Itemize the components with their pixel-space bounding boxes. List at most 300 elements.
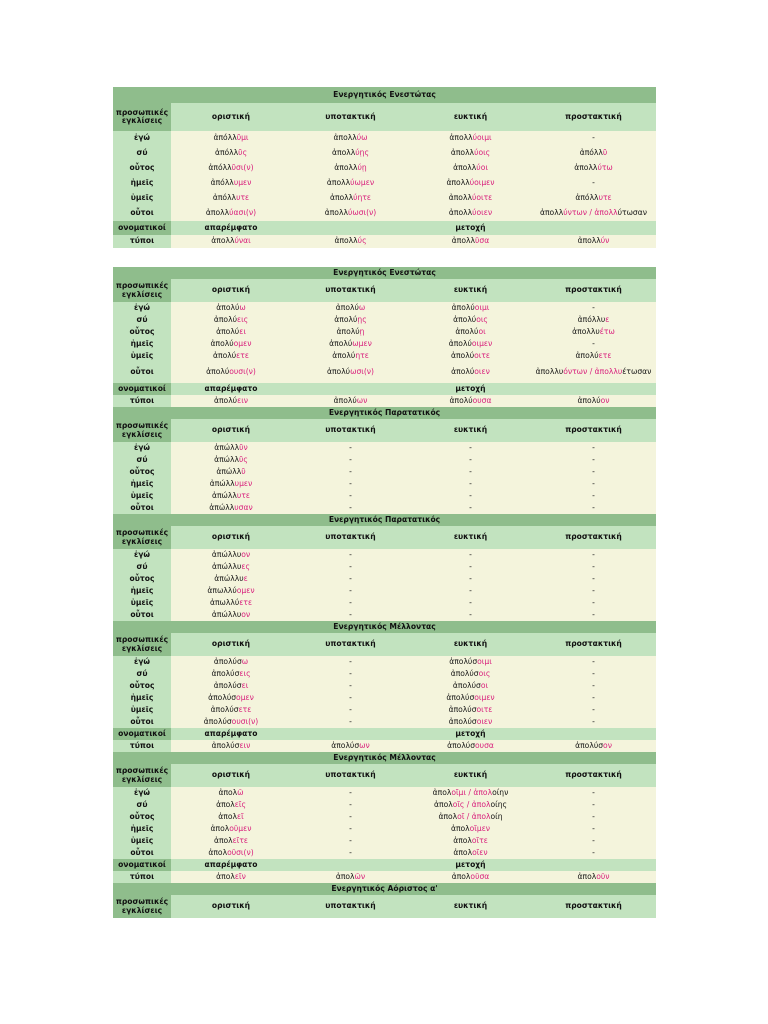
verb-form-cell [171,338,291,350]
stem-text: έτωσαν [622,367,652,377]
ending-text: ες [241,561,250,571]
stem-text: - [592,478,595,488]
verb-form-cell [410,326,531,338]
stem-text: - [349,609,352,619]
verb-form-cell [171,206,291,221]
ending-text: ύν [600,236,610,246]
stem-text: ἀπολύ [206,367,230,377]
person-label: οὗτοι [113,716,171,728]
table-row [113,847,656,859]
verb-form-cell [531,680,656,692]
person-label: ὑμεῖς [113,350,171,362]
types-label: τύποι [113,740,171,752]
verb-form-cell [410,585,531,597]
verb-form-cell [531,191,656,206]
verb-form-cell [171,466,291,478]
table-row [113,314,656,326]
verb-form-cell [291,490,410,502]
ending-text: ύωσι(ν) [347,208,377,218]
nominal-label: ονοματικοί [113,221,171,235]
table-row [113,597,656,609]
ending-text: ωσι(ν) [350,367,375,377]
ending-text: οῦμεν [229,823,252,833]
table-row [113,549,656,561]
verb-form-cell [171,146,291,161]
stem-text: ἀπολλυ [535,367,564,377]
ending-text: ῡν [239,442,248,452]
person-label: ὑμεῖς [113,704,171,716]
stem-text: ἀπόλλ [210,178,234,188]
table-row [113,191,656,206]
verb-form-cell [291,442,410,454]
person-label: οὗτος [113,326,171,338]
stem-text: ἀπωλλύ [209,597,240,607]
ending-text: ύτω [597,163,613,173]
mood-header: προστακτική [531,895,656,918]
verb-form-cell [531,490,656,502]
ending-text: οῖτε [471,835,488,845]
stem-text: ἀπολλ [453,163,477,173]
stem-text: ἀπολύσ [210,704,239,714]
nominal-label: ονοματικοί [113,859,171,871]
infinitive-header: απαρέμφατο [171,221,291,235]
stem-text: ἀπολ [208,847,228,857]
stem-text: ύτωσαν [617,208,647,218]
nominal-forms-row [113,740,656,752]
ending-text: ον [241,609,251,619]
verb-form-cell [171,811,291,823]
stem-text: ἀπωλλύ [207,585,237,595]
stem-text: - [349,716,352,726]
stem-text: ἀπολύ [216,302,240,312]
stem-text: ἀπολ [218,787,238,797]
mood-header: ευκτική [410,633,531,656]
stem-text: - [592,442,595,452]
mood-header: οριστική [171,103,291,131]
stem-text: ἀπολλ [329,193,354,203]
verb-form-cell [291,131,410,146]
table-row [113,490,656,502]
stem-text: - [349,549,352,559]
stem-text: - [592,490,595,500]
ending-text: ύοι [476,163,488,173]
verb-form-cell [291,561,410,573]
verb-form-cell [531,350,656,362]
verb-form-cell [531,454,656,466]
table-row [113,561,656,573]
verb-form-cell [291,362,410,383]
ending-text: οῖς / ἀπολ [452,799,491,809]
stem-text: - [349,585,352,595]
stem-text: ἀπολλ [334,163,358,173]
participle-form [410,235,531,248]
verb-form-cell [291,811,410,823]
stem-text: ἀπόλλυ [577,314,606,324]
ending-text: υτε [236,490,250,500]
verb-form-cell [291,597,410,609]
verb-form-cell [531,302,656,314]
ending-text: ῃς [357,314,367,324]
participle-form [291,740,410,752]
person-label: σύ [113,146,171,161]
table-spacer [113,248,656,267]
table-title: Ενεργητικός Μέλλοντας [113,752,656,764]
stem-text: ἀπολύ [451,302,475,312]
ending-text: ουσα [475,740,494,750]
stem-text: - [592,597,595,607]
stem-text: - [349,597,352,607]
verb-form-cell [291,478,410,490]
person-label: οὗτοι [113,847,171,859]
table-title-row [113,87,656,103]
person-label: οὗτοι [113,609,171,621]
stem-text: ἀπολλ [451,236,475,246]
verb-form-cell [410,478,531,490]
ending-text: ε [605,314,610,324]
stem-text: ἀπολύσ [452,680,481,690]
nominal-label: ονοματικοί [113,728,171,740]
nominal-blank [291,221,410,235]
ending-text: ομεν [236,585,255,595]
person-label: οὗτος [113,811,171,823]
persons-header: προσωπικές εγκλίσεις [113,895,171,918]
stem-text: ἀπολύσ [211,668,240,678]
verb-form-cell [171,787,291,799]
person-label: ἡμεῖς [113,692,171,704]
table-title: Ενεργητικός Παρατατικός [113,407,656,419]
ending-text: οιμεν [471,338,493,348]
mood-header: ευκτική [410,419,531,442]
stem-text: ἀπολύσ [449,656,478,666]
table-row [113,704,656,716]
mood-header: υποτακτική [291,633,410,656]
stem-text: - [349,478,352,488]
verb-form-cell [531,478,656,490]
stem-text: - [469,502,472,512]
stem-text: - [592,549,595,559]
verb-form-cell [410,716,531,728]
stem-text: ἀπολύ [332,350,356,360]
ending-text: εῖς [234,799,246,809]
stem-text: ἀπολύσ [213,656,242,666]
stem-text: - [592,585,595,595]
table-row [113,466,656,478]
nominal-blank [291,383,410,395]
verb-form-cell [291,680,410,692]
verb-form-cell [531,704,656,716]
verb-form-cell [291,350,410,362]
verb-form-cell [291,454,410,466]
verb-form-cell [291,799,410,811]
nominal-blank [291,728,410,740]
person-label: οὗτος [113,161,171,176]
table-header-row [113,103,656,131]
nominal-header-row [113,221,656,235]
stem-text: ἀπολύσ [447,740,476,750]
types-label: τύποι [113,235,171,248]
verb-form-cell [291,206,410,221]
verb-form-cell [291,716,410,728]
verb-form-cell [410,823,531,835]
ending-text: ετε [239,597,253,607]
stem-text: - [592,799,595,809]
ending-text: ετε [238,704,252,714]
verb-form-cell [410,799,531,811]
verb-form-cell [291,835,410,847]
stem-text: ἀπολύσ [575,740,604,750]
person-label: οὗτοι [113,362,171,383]
table-row [113,454,656,466]
stem-text: ἀπώλλυ [211,609,242,619]
verb-form-cell [531,206,656,221]
verb-form-cell [410,692,531,704]
mood-header: ευκτική [410,764,531,787]
stem-text: - [349,502,352,512]
ending-text: ητε [355,350,369,360]
stem-text: ἀπολύ [329,338,353,348]
ending-text: όντων / ἀπολλυ [563,367,623,377]
table-row [113,176,656,191]
table-row [113,146,656,161]
stem-text: ἀπολλυ [572,326,600,336]
ending-text: εις [236,314,249,324]
stem-text: ἀπολύ [213,395,238,405]
stem-text: ἀπολύσ [446,692,475,702]
table-row [113,799,656,811]
stem-text: - [592,692,595,702]
verb-form-cell [171,490,291,502]
stem-text: - [349,835,352,845]
stem-text: - [349,573,352,583]
stem-text: ἀπολ [432,787,452,797]
ending-text: οῖμεν [469,823,491,833]
verb-form-cell [531,835,656,847]
nominal-header-row [113,383,656,395]
ending-text: ειν [239,740,251,750]
stem-text: ἀπολ [453,835,472,845]
persons-header: προσωπικές εγκλίσεις [113,103,171,131]
types-label: τύποι [113,395,171,407]
stem-text: ἀπολλ [211,236,235,246]
nominal-forms-row [113,235,656,248]
nominal-header-row [113,728,656,740]
stem-text: - [469,597,472,607]
stem-text: - [469,573,472,583]
stem-text: ἀπολύ [210,338,234,348]
verb-form-cell [410,314,531,326]
stem-text: - [592,835,595,845]
ending-text: υτε [598,193,612,203]
mood-header: προστακτική [531,526,656,549]
conjugation-table [113,621,656,752]
verb-form-cell [171,692,291,704]
verb-form-cell [291,191,410,206]
ending-text: ύοις [474,148,491,158]
stem-text: - [349,823,352,833]
table-title-row [113,514,656,526]
stem-text: ἀπόλλ [575,193,599,203]
stem-text: - [349,466,352,476]
stem-text: ἀπολ [450,823,470,833]
verb-form-cell [171,680,291,692]
verb-form-cell [171,561,291,573]
mood-header: υποτακτική [291,895,410,918]
ending-text: έτω [599,326,615,336]
conjugation-tables [113,87,656,918]
ending-text: ων [359,740,370,750]
verb-form-cell [171,573,291,585]
verb-form-cell [291,609,410,621]
stem-text: - [349,811,352,821]
stem-text: - [349,847,352,857]
verb-form-cell [171,549,291,561]
stem-text: ἀπολλ [539,208,564,218]
ending-text: ύοιεν [472,208,493,218]
stem-text: - [469,478,472,488]
mood-header: προστακτική [531,764,656,787]
ending-text: ῡς [238,148,248,158]
types-label: τύποι [113,871,171,883]
verb-form-cell [291,692,410,704]
stem-text: ἀπόλλ [579,148,603,158]
ending-text: ουσα [472,395,492,405]
verb-form-cell [291,573,410,585]
table-header-row [113,279,656,302]
stem-text: ἀπολ [451,871,471,881]
verb-form-cell [531,585,656,597]
verb-form-cell [531,314,656,326]
verb-form-cell [410,502,531,514]
table-title: Ενεργητικός Παρατατικός [113,514,656,526]
participle-form [531,871,656,883]
verb-form-cell [531,847,656,859]
nominal-blank [531,728,656,740]
mood-header: ευκτική [410,103,531,131]
verb-form-cell [410,787,531,799]
ending-text: ῶν [354,871,366,881]
ending-text: υτε [236,193,250,203]
nominal-blank [291,859,410,871]
verb-form-cell [171,716,291,728]
verb-form-cell [410,847,531,859]
stem-text: ἀπολλ [205,208,230,218]
stem-text: ἀπολλ [449,133,473,143]
stem-text: ἀπολύ [213,314,237,324]
stem-text: ἀπόλλ [214,148,239,158]
verb-form-cell [410,350,531,362]
conjugation-table [113,267,656,407]
stem-text: ἀπολύ [335,302,359,312]
person-label: σύ [113,561,171,573]
person-label: ἐγώ [113,302,171,314]
participle-form [531,740,656,752]
person-label: σύ [113,314,171,326]
verb-form-cell [291,466,410,478]
mood-header: προστακτική [531,419,656,442]
infinitive-header: απαρέμφατο [171,383,291,395]
participle-form [410,395,531,407]
verb-form-cell [531,692,656,704]
person-label: οὗτοι [113,502,171,514]
ending-text: ῡς [239,454,248,464]
mood-header: υποτακτική [291,419,410,442]
stem-text: - [469,609,472,619]
table-header-row [113,419,656,442]
table-title-row [113,267,656,279]
stem-text: ἀπολλ [450,148,475,158]
ending-text: οιμι [474,302,490,312]
stem-text: ἀπολύσ [450,668,479,678]
stem-text: - [592,609,595,619]
stem-text: ἀπώλλυ [212,561,242,571]
verb-form-cell [291,823,410,835]
ending-text: ω [241,656,249,666]
table-row [113,668,656,680]
verb-form-cell [531,466,656,478]
table-row [113,811,656,823]
ending-text: ω [358,302,366,312]
table-row [113,692,656,704]
verb-form-cell [531,573,656,585]
stem-text: - [349,799,352,809]
verb-form-cell [171,442,291,454]
stem-text: ἀπολύ [453,314,477,324]
stem-text: - [349,442,352,452]
stem-text: ἀπολύ [334,314,358,324]
verb-form-cell [531,338,656,350]
stem-text: ἀπολλ [326,178,351,188]
table-title: Ενεργητικός Αόριστος α' [113,883,656,895]
participle-form [291,871,410,883]
verb-form-cell [171,704,291,716]
verb-form-cell [531,799,656,811]
ending-text: ον [603,740,612,750]
table-header-row [113,633,656,656]
participle-form [410,871,531,883]
verb-form-cell [171,314,291,326]
stem-text: ἀπώλλυ [214,573,244,583]
person-label: ὑμεῖς [113,835,171,847]
ending-text: οιτε [474,350,491,360]
verb-form-cell [291,161,410,176]
stem-text: ἀπολλ [334,236,358,246]
ending-text: οι [478,326,486,336]
verb-form-cell [531,326,656,338]
verb-form-cell [171,668,291,680]
mood-header: υποτακτική [291,103,410,131]
table-row [113,478,656,490]
stem-text: ἀπολύ [455,326,479,336]
verb-form-cell [291,326,410,338]
verb-form-cell [410,597,531,609]
ending-text: ύῃς [355,148,369,158]
mood-header: υποτακτική [291,764,410,787]
table-row [113,161,656,176]
verb-form-cell [171,656,291,668]
verb-form-cell [410,161,531,176]
verb-form-cell [410,362,531,383]
stem-text: ἀπώλλ [209,478,235,488]
stem-text: - [349,490,352,500]
table-title-row [113,883,656,895]
participle-header: μετοχή [410,383,531,395]
stem-text: ἀπώλλ [214,442,240,452]
verb-form-cell [291,787,410,799]
verb-form-cell [291,847,410,859]
verb-form-cell [531,716,656,728]
stem-text: ἀπολλ [446,178,470,188]
verb-form-cell [410,146,531,161]
